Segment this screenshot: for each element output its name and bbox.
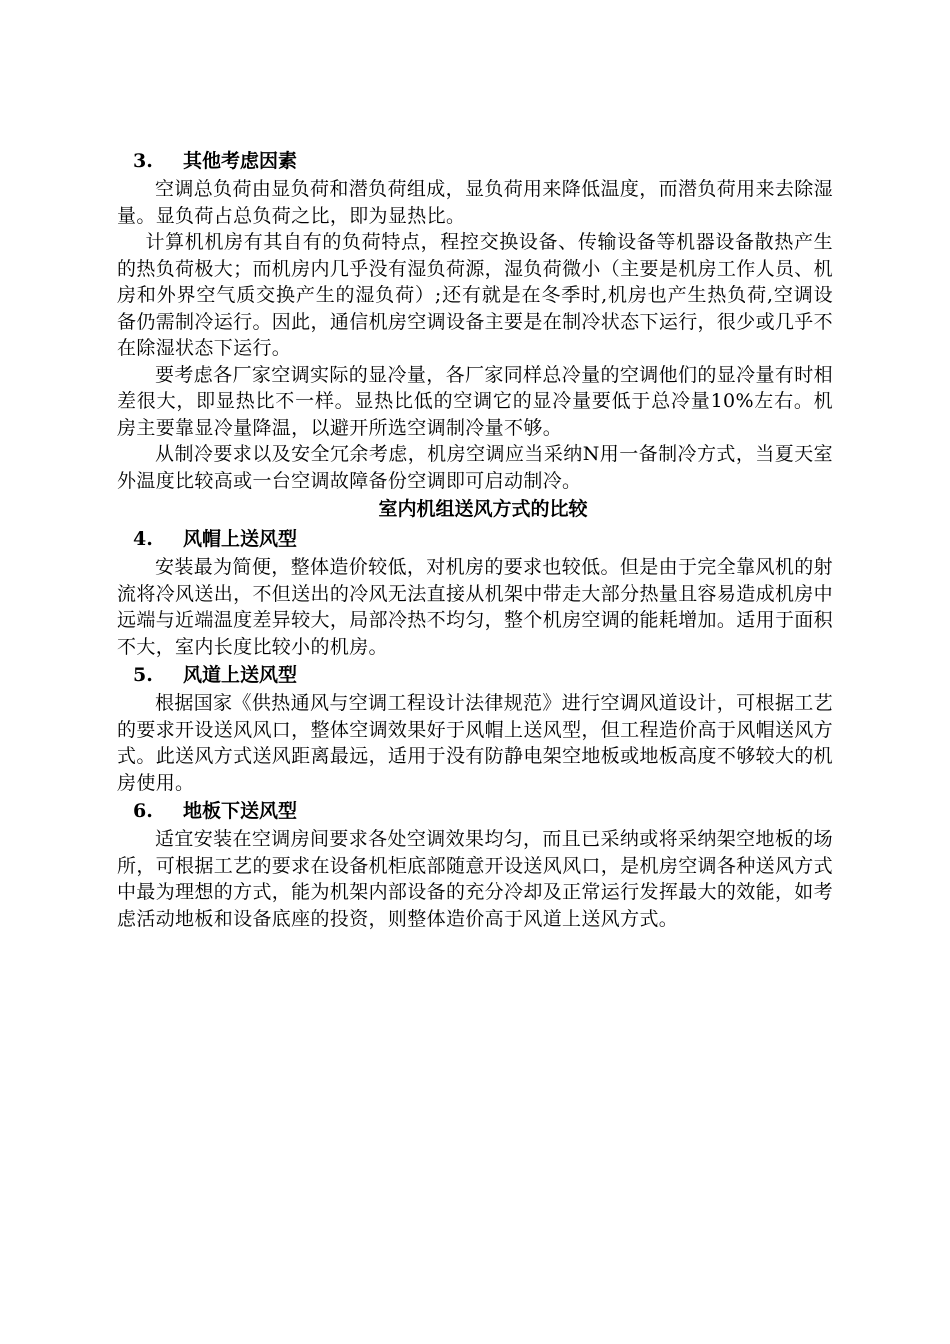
paragraph-redundancy: 从制冷要求以及安全冗余考虑，机房空调应当采纳N用一备制冷方式，当夏天室外温度比较高或一台空调故障备份空调即可启动制冷。 xyxy=(117,443,833,492)
section-4-heading xyxy=(117,524,833,554)
paragraph-hood-top-supply: 安装最为简便，整体造价较低，对机房的要求也较低。但是由于完全靠风机的射流将冷风送出，不但送出的冷风无法直接从机架中带走大部分热量且容易造成机房中远端与近端温度差异较大，局部冷热不均匀，整个机房空调的能耗增加。适用于面积不大，室内长度比较小的机房。 xyxy=(117,556,833,658)
section-number: 3. xyxy=(133,150,153,172)
paragraph-duct-top-supply: 根据国家《供热通风与空调工程设计法律规范》进行空调风道设计，可根据工艺的要求开设送风风口，整体空调效果好于风帽上送风型，但工程造价高于风帽送风方式。此送风方式送风距离最远，适用于没有防静电架空地板或地板高度不够较大的机房使用。 xyxy=(117,692,833,794)
section-title: 风道上送风型 xyxy=(183,664,298,686)
paragraph-sensible-heat-ratio: 空调总负荷由显负荷和潜负荷组成，显负荷用来降低温度，而潜负荷用来去除湿量。显负荷占总负荷之比，即为显热比。 xyxy=(117,178,833,227)
section-6-heading xyxy=(117,796,833,826)
paragraph-sensible-cooling: 要考虑各厂家空调实际的显冷量，各厂家同样总冷量的空调他们的显冷量有时相差很大，即显热比不一样。显热比低的空调它的显冷量要低于总冷量10%左右。机房主要靠显冷量降温，以避开所选空调制冷量不够。 xyxy=(117,363,833,439)
document-body xyxy=(117,146,833,932)
section-3-heading xyxy=(117,146,833,176)
paragraph-machine-room-load: 计算机机房有其自有的负荷特点，程控交换设备、传输设备等机器设备散热产生的热负荷极大；而机房内几乎没有湿负荷源，湿负荷微小（主要是机房工作人员、机房和外界空气质交换产生的湿负荷）;还有就是在冬季时,机房也产生热负荷,空调设备仍需制冷运行。因此，通信机房空调设备主要是在制冷状态下运行，很少或几乎不在除湿状态下运行。 xyxy=(117,231,833,359)
paragraph-underfloor-supply: 适宜安装在空调房间要求各处空调效果均匀，而且已采纳或将采纳架空地板的场所，可根据工艺的要求在设备机柜底部随意开设送风风口，是机房空调各种送风方式中最为理想的方式，能为机架内部设备的充分冷却及正常运行发挥最大的效能，如考虑活动地板和设备底座的投资，则整体造价高于风道上送风方式。 xyxy=(117,828,833,930)
section-title: 其他考虑因素 xyxy=(183,150,298,172)
comparison-title: 室内机组送风方式的比较 xyxy=(378,498,588,520)
section-number: 4. xyxy=(133,528,153,550)
section-5-heading xyxy=(117,660,833,690)
section-title: 地板下送风型 xyxy=(183,800,298,822)
section-number: 6. xyxy=(133,800,153,822)
section-number: 5. xyxy=(133,664,153,686)
section-title: 风帽上送风型 xyxy=(183,528,298,550)
